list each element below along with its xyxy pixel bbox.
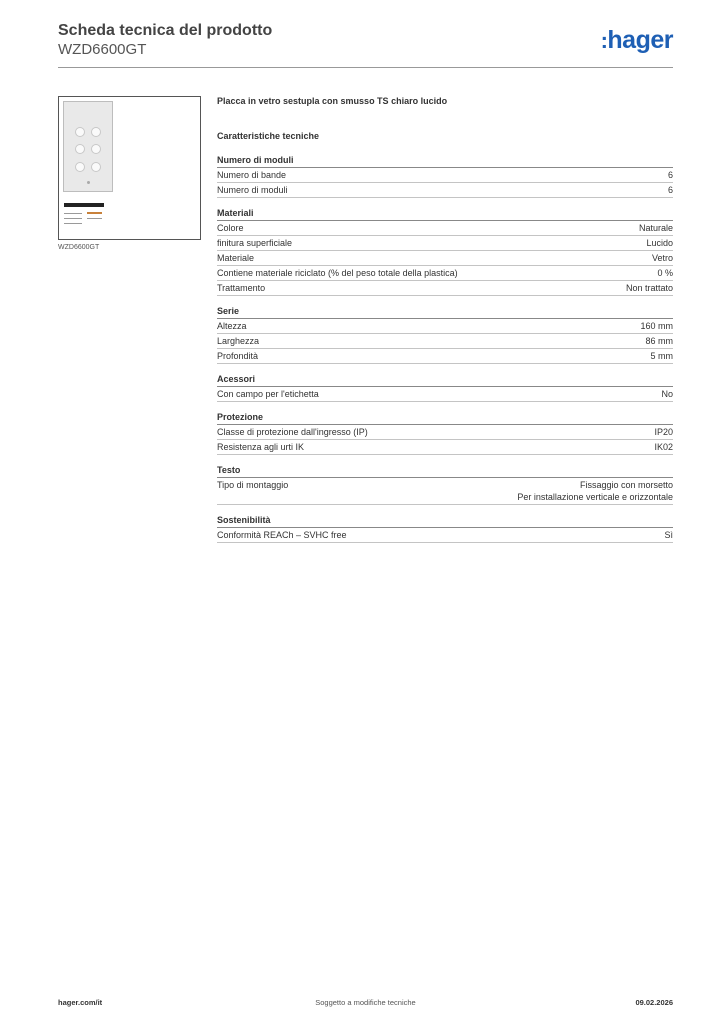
spec-value: IK02 <box>654 442 673 452</box>
spec-value: 0 % <box>657 268 673 278</box>
spec-value: Non trattato <box>625 283 673 293</box>
spec-value: 6 <box>667 185 673 195</box>
spec-row <box>217 319 673 334</box>
header-divider <box>58 67 673 68</box>
spec-label: Numero di moduli <box>217 185 288 195</box>
spec-section <box>217 207 673 296</box>
spec-row <box>217 387 673 402</box>
section-title: Numero di moduli <box>217 154 673 168</box>
spec-section <box>217 514 673 543</box>
spec-value: Lucido <box>646 238 673 248</box>
characteristics-title: Caratteristiche tecniche <box>217 131 320 141</box>
page-title: Scheda tecnica del prodotto <box>58 22 273 39</box>
module-hole <box>91 127 101 137</box>
product-image <box>58 96 201 240</box>
section-title: Sostenibilità <box>217 514 673 528</box>
spec-row <box>217 236 673 251</box>
spec-row <box>217 281 673 296</box>
spec-section <box>217 305 673 364</box>
spec-label: finitura superficiale <box>217 238 293 248</box>
spec-value: Naturale <box>638 223 673 233</box>
spec-label: Resistenza agli urti IK <box>217 442 305 452</box>
image-caption: WZD6600GT <box>58 244 100 251</box>
module-hole <box>75 144 85 154</box>
legend-line <box>64 213 82 214</box>
section-title: Serie <box>217 305 673 319</box>
spec-label: Tipo di montaggio <box>217 480 289 490</box>
section-title: Testo <box>217 464 673 478</box>
spec-value: 5 mm <box>650 351 673 361</box>
product-code: WZD6600GT <box>58 41 147 58</box>
legend-line <box>64 218 82 219</box>
glass-plate-drawing <box>63 101 113 192</box>
spec-value: No <box>661 389 673 399</box>
spec-row <box>217 266 673 281</box>
spec-label: Profondità <box>217 351 259 361</box>
legend-swatch <box>87 212 102 214</box>
spec-section <box>217 464 673 505</box>
spec-value: Fissaggio con morsetto Per installazione verticale e orizzontale <box>517 480 673 502</box>
spec-row <box>217 183 673 198</box>
footer-date: 09.02.2026 <box>635 998 673 1007</box>
hager-logo: :hager <box>600 26 673 54</box>
spec-label: Contiene materiale riciclato (% del peso totale della plastica) <box>217 268 458 278</box>
module-hole <box>75 162 85 172</box>
spec-row <box>217 440 673 455</box>
spec-row <box>217 334 673 349</box>
spec-section <box>217 154 673 198</box>
spec-label: Trattamento <box>217 283 266 293</box>
spec-label: Classe di protezione dall'ingresso (IP) <box>217 427 368 437</box>
module-hole <box>91 144 101 154</box>
spec-value: 6 <box>667 170 673 180</box>
product-name: Placca in vetro sestupla con smusso TS chiaro lucido <box>217 96 448 106</box>
section-title: Acessori <box>217 373 673 387</box>
spec-label: Materiale <box>217 253 255 263</box>
spec-row <box>217 528 673 543</box>
spec-row <box>217 221 673 236</box>
spec-content <box>217 95 673 543</box>
legend-line <box>64 223 82 224</box>
legend-line <box>87 218 102 219</box>
footer-website[interactable]: hager.com/it <box>58 998 103 1007</box>
spec-label: Conformità REACh – SVHC free <box>217 530 347 540</box>
spec-label: Colore <box>217 223 244 233</box>
spec-value: IP20 <box>654 427 673 437</box>
screw-point <box>87 181 90 184</box>
spec-section <box>217 373 673 402</box>
spec-value: 160 mm <box>640 321 673 331</box>
spec-label: Altezza <box>217 321 247 331</box>
footer-notice: Soggetto a modifiche tecniche <box>315 998 416 1007</box>
module-hole <box>75 127 85 137</box>
spec-row <box>217 425 673 440</box>
spec-value: 86 mm <box>645 336 673 346</box>
module-hole <box>91 162 101 172</box>
section-title: Materiali <box>217 207 673 221</box>
section-title: Protezione <box>217 411 673 425</box>
spec-row <box>217 251 673 266</box>
spec-label: Con campo per l'etichetta <box>217 389 319 399</box>
spec-row <box>217 478 673 505</box>
side-profile-drawing <box>64 203 104 207</box>
spec-section <box>217 411 673 455</box>
page-header <box>58 22 673 68</box>
spec-value: Vetro <box>651 253 673 263</box>
spec-row <box>217 349 673 364</box>
spec-row <box>217 168 673 183</box>
spec-label: Larghezza <box>217 336 260 346</box>
spec-sections <box>217 154 673 543</box>
spec-label: Numero di bande <box>217 170 287 180</box>
spec-value: Sì <box>664 530 673 540</box>
